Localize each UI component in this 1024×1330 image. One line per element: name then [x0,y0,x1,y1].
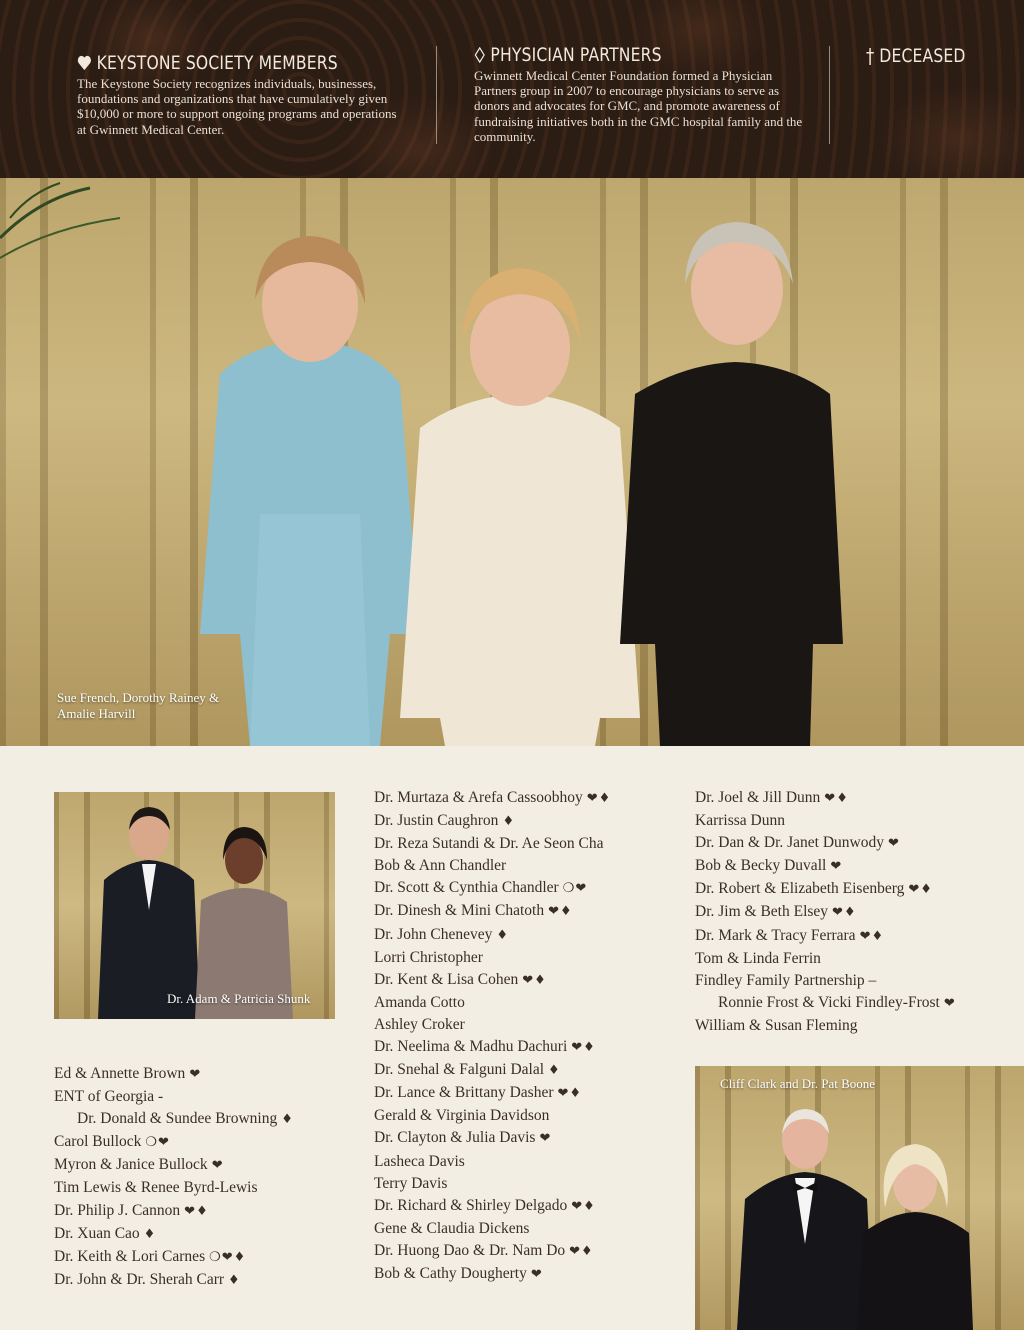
donor-name: Bob & Cathy Dougherty [374,1264,527,1282]
donor-name-row [374,833,611,855]
donor-name-row [695,970,956,992]
membership-symbols-icon: ❤♦ [548,904,573,920]
membership-symbols-icon: ❤♦ [569,1243,594,1259]
donor-name: Bob & Becky Duvall [695,857,827,875]
donor-name: Dr. Philip J. Cannon [54,1201,181,1219]
membership-symbols-icon: ♦ [548,1063,561,1079]
membership-symbols-icon: ❍❤ [145,1135,170,1151]
main-photo-caption: Sue French, Dorothy Rainey & Amalie Harvill [57,690,220,721]
keystone-section [77,52,397,137]
donor-name: Dr. Snehal & Falguni Dalal [374,1061,545,1079]
donor-name: Carol Bullock [54,1133,142,1151]
donor-name-row [374,992,611,1014]
donor-name-row [374,900,611,923]
donor-name-row [695,1015,956,1037]
donor-name: Dr. Neelima & Madhu Dachuri [374,1038,568,1056]
membership-symbols-icon: ♦ [228,1272,241,1288]
donor-name: Dr. Murtaza & Arefa Cassoobhoy [374,789,583,806]
donor-name-row [374,1127,611,1150]
donor-name-row [54,1269,294,1292]
donor-name: Tom & Linda Ferrin [695,949,821,967]
membership-symbols-icon: ❤ [530,1266,543,1282]
donor-name-row [374,1263,611,1286]
donor-name-row [695,878,956,901]
membership-symbols-icon: ❤ [539,1131,552,1147]
donor-name: Karrissa Dunn [695,812,785,830]
donor-name: Dr. Mark & Tracy Ferrara [695,926,856,944]
physician-description: Gwinnett Medical Center Foundation formed a Physician Partners group in 2007 to encourage physicians to serve as donors and advocates for GMC, and promote awareness of fundraising initiatives both in the GMC hospital family and the community. [474,68,803,144]
photo-clark-boone-caption: Cliff Clark and Dr. Pat Boone [720,1076,876,1091]
membership-symbols-icon: ♦ [502,814,516,830]
person-man-suit [94,800,204,1019]
plant-decoration [0,178,140,298]
membership-symbols-icon: ❤ [189,1067,202,1082]
donor-name-row [374,877,611,900]
donor-name-row [695,787,956,810]
donor-name-row [374,1105,611,1127]
donor-name: Bob & Ann Chandler [374,857,507,875]
donor-name-row [374,1240,611,1263]
person-man-tuxedo [735,1104,875,1330]
heart-icon [77,55,92,71]
donor-name: Dr. Keith & Lori Carnes [54,1247,206,1265]
membership-symbols-icon: ♦ [143,1226,157,1242]
donor-name: Dr. Richard & Shirley Delgado [374,1196,568,1214]
donor-name-row [54,1131,294,1154]
person-woman-lace-dress [189,820,299,1019]
donor-name-row [374,1059,611,1082]
membership-symbols-icon: ❍❤ [562,881,588,897]
diamond-outline-icon [474,47,485,63]
donor-name-row [374,947,611,969]
donor-name-row [695,901,956,924]
donor-name: Terry Davis [374,1174,448,1192]
header-divider [436,46,437,144]
photo-shunk [54,792,335,1019]
membership-symbols-icon: ❤♦ [832,905,857,921]
donor-name: Dr. Dan & Dr. Janet Dunwody [695,834,884,852]
main-group-photo [0,178,1024,746]
membership-symbols-icon: ❤ [830,859,843,875]
donor-name-row [374,1195,611,1218]
deceased-section [866,44,986,68]
donor-name: Ashley Croker [374,1015,465,1033]
donor-name: Dr. Kent & Lisa Cohen [374,970,519,988]
donor-name-row [374,810,611,833]
donor-name-row [374,1036,611,1059]
membership-symbols-icon: ❤♦ [859,928,885,944]
membership-symbols-icon: ❤♦ [557,1086,583,1102]
photo-shunk-caption: Dr. Adam & Patricia Shunk [167,991,311,1006]
donor-name: Dr. Lance & Brittany Dasher [374,1084,554,1102]
membership-symbols-icon: ❤♦ [571,1198,596,1214]
donor-name-row [54,1200,294,1223]
donor-name-row [374,1173,611,1195]
donor-name: Lasheca Davis [374,1152,465,1170]
membership-symbols-icon: ❤♦ [824,791,849,806]
donor-name: ENT of Georgia - [54,1088,164,1106]
membership-symbols-icon: ❍❤♦ [209,1249,247,1265]
donor-list-column-2 [374,787,611,1286]
donor-name: Gene & Claudia Dickens [374,1219,530,1237]
photo-clark-boone [695,1066,1024,1330]
donor-name: William & Susan Fleming [695,1016,858,1034]
person-woman-black-outfit [855,1138,975,1330]
donor-name-row [695,832,956,855]
donor-name: Dr. Justin Caughron [374,812,499,830]
membership-symbols-icon: ♦ [496,927,510,943]
donor-name-row [374,1014,611,1036]
donor-name: Dr. Robert & Elizabeth Eisenberg [695,880,905,898]
donor-name-row [695,992,956,1015]
donor-name-row [374,1151,611,1173]
donor-name-row [54,1086,294,1108]
membership-symbols-icon: ❤♦ [586,791,612,806]
donor-name-row [54,1154,294,1177]
keystone-title: KEYSTONE SOCIETY MEMBERS [77,52,339,74]
dagger-icon: † [866,44,875,68]
donor-name: Dr. Joel & Jill Dunn [695,789,821,806]
donor-name: Tim Lewis & Renee Byrd-Lewis [54,1179,258,1197]
donor-name-row [695,855,956,878]
physician-section [474,44,804,144]
membership-symbols-icon: ❤ [211,1158,224,1174]
donor-name-row [54,1246,294,1269]
person-right-black-dress [615,204,855,746]
donor-name: Dr. John & Dr. Sherah Carr [54,1270,225,1288]
membership-symbols-icon: ❤♦ [571,1040,596,1056]
donor-name: Ronnie Frost & Vicki Findley-Frost [718,993,940,1011]
donor-name-row [695,810,956,832]
donor-name: Amanda Cotto [374,993,465,1011]
donor-name-row [374,1218,611,1240]
membership-symbols-icon: ❤♦ [522,972,547,988]
donor-name: Dr. Clayton & Julia Davis [374,1129,536,1147]
donor-name: Dr. Reza Sutandi & Dr. Ae Seon Cha [374,835,604,853]
donor-name-row [54,1108,294,1131]
donor-name: Dr. John Chenevey [374,925,493,943]
donor-name-row [374,924,611,947]
keystone-description: The Keystone Society recognizes individuals, businesses, foundations and organizations that have cumulatively given $10,000 or more to support ongoing programs and operations at Gwinnett Medical Center. [77,76,397,137]
donor-name: Myron & Janice Bullock [54,1156,208,1174]
donor-name-row [695,925,956,948]
donor-name-row [374,855,611,877]
donor-list-column-3 [695,787,956,1037]
membership-symbols-icon: ♦ [281,1112,294,1128]
donor-name-row [374,1082,611,1105]
person-left-blue-dress [190,214,430,746]
donor-name-row [54,1177,294,1199]
deceased-title: † DECEASED [866,44,966,68]
donor-name: Dr. Jim & Beth Elsey [695,903,829,921]
donor-name-row [374,969,611,992]
header-band [0,0,1024,178]
donor-name: Dr. Dinesh & Mini Chatoth [374,902,545,920]
donor-name: Dr. Xuan Cao [54,1224,140,1242]
header-divider [829,46,830,144]
donor-name-row [54,1223,294,1246]
donor-name-row [695,948,956,970]
donor-name: Gerald & Virginia Davidson [374,1107,550,1125]
donor-name: Dr. Scott & Cynthia Chandler [374,879,559,897]
membership-symbols-icon: ❤ [943,995,956,1011]
membership-symbols-icon: ❤ [888,836,900,852]
donor-name: Ed & Annette Brown [54,1065,186,1082]
donor-name: Findley Family Partnership – [695,971,877,989]
person-middle-white-dress [400,248,640,746]
physician-title: PHYSICIAN PARTNERS [474,44,745,66]
donor-name: Dr. Huong Dao & Dr. Nam Do [374,1241,566,1259]
membership-symbols-icon: ❤♦ [908,882,933,898]
donor-list-column-1 [54,1063,294,1292]
donor-name-row [374,787,611,810]
donor-name: Lorri Christopher [374,948,483,966]
membership-symbols-icon: ❤♦ [184,1203,209,1219]
donor-name-row [54,1063,294,1086]
donor-name: Dr. Donald & Sundee Browning [77,1110,278,1128]
